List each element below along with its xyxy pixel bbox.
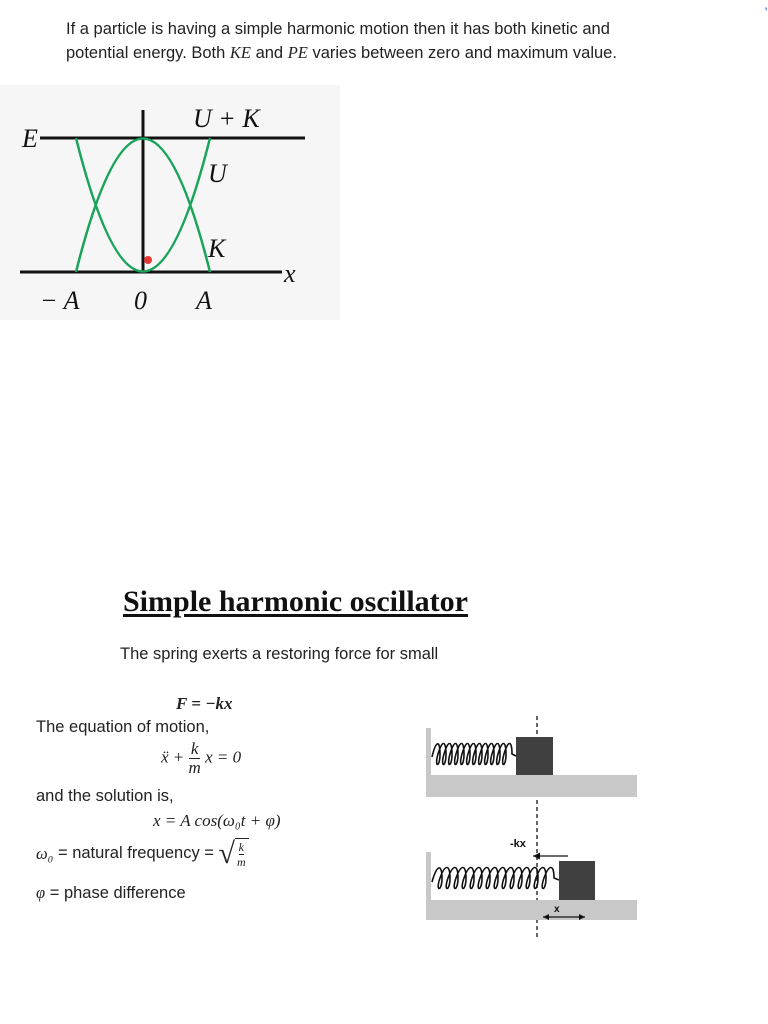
force-equation: F = −kx (176, 694, 233, 713)
phi-symbol: φ (36, 883, 46, 902)
eq-motion-fraction (189, 740, 201, 777)
eq-motion-frac-num: k (190, 739, 199, 758)
solution-label: and the solution is, (36, 787, 174, 805)
section-title: Simple harmonic oscillator (123, 585, 468, 618)
pe-symbol: PE (287, 43, 308, 62)
label-K: K (208, 234, 226, 263)
radical-sign: √ (218, 836, 235, 870)
eq-motion-frac-den: m (188, 758, 201, 777)
force-label: -kx (510, 838, 526, 850)
omega-definition (36, 838, 249, 869)
bottom-system (426, 838, 637, 920)
label-E: E (22, 124, 38, 153)
label-U: U (208, 159, 227, 188)
energy-graph (0, 85, 340, 320)
top-system (426, 728, 637, 797)
top-block (516, 737, 553, 775)
intro-line-2-b: and (250, 44, 288, 62)
bottom-block (559, 861, 595, 900)
intro-paragraph (66, 17, 746, 65)
omega-frac-den: m (236, 855, 246, 869)
top-wall (426, 728, 431, 797)
eq-motion-label: The equation of motion, (36, 718, 210, 736)
omega-symbol: ω₀ (36, 843, 54, 863)
label-U-plus-K: U + K (193, 104, 260, 133)
tick-neg-A: − A (40, 286, 80, 315)
subtitle: The spring exerts a restoring force for small (120, 645, 439, 663)
intro-line-2 (66, 41, 746, 65)
displacement-label: x (554, 904, 560, 915)
bottom-floor (426, 900, 637, 920)
phi-definition (36, 883, 186, 903)
eq-motion-lhs: ẍ + (161, 747, 185, 767)
intro-line-2-a: potential energy. Both (66, 44, 230, 62)
top-spring (432, 744, 516, 765)
omega-text: = natural frequency = (53, 844, 219, 862)
omega-frac-num: k (238, 840, 244, 854)
position-dot (144, 256, 152, 264)
bottom-wall (426, 852, 431, 920)
phi-text: = phase difference (45, 884, 186, 902)
equation-of-motion (161, 740, 241, 777)
radicand (235, 838, 249, 869)
bottom-spring (432, 868, 559, 889)
intro-line-1: If a particle is having a simple harmonic motion then it has both kinetic and (66, 20, 610, 38)
label-x: x (284, 259, 296, 288)
spring-mass-figure (420, 712, 645, 942)
corner-mark: , (764, 0, 768, 12)
tick-A: A (196, 286, 212, 315)
tick-zero: 0 (134, 286, 147, 315)
solution-equation: x = A cos(ω₀t + φ) (153, 811, 281, 830)
intro-line-2-c: varies between zero and maximum value. (307, 44, 617, 62)
top-floor (426, 775, 637, 797)
ke-symbol: KE (229, 43, 251, 62)
sqrt-k-over-m (219, 838, 249, 869)
eq-motion-rhs: x = 0 (205, 747, 242, 767)
